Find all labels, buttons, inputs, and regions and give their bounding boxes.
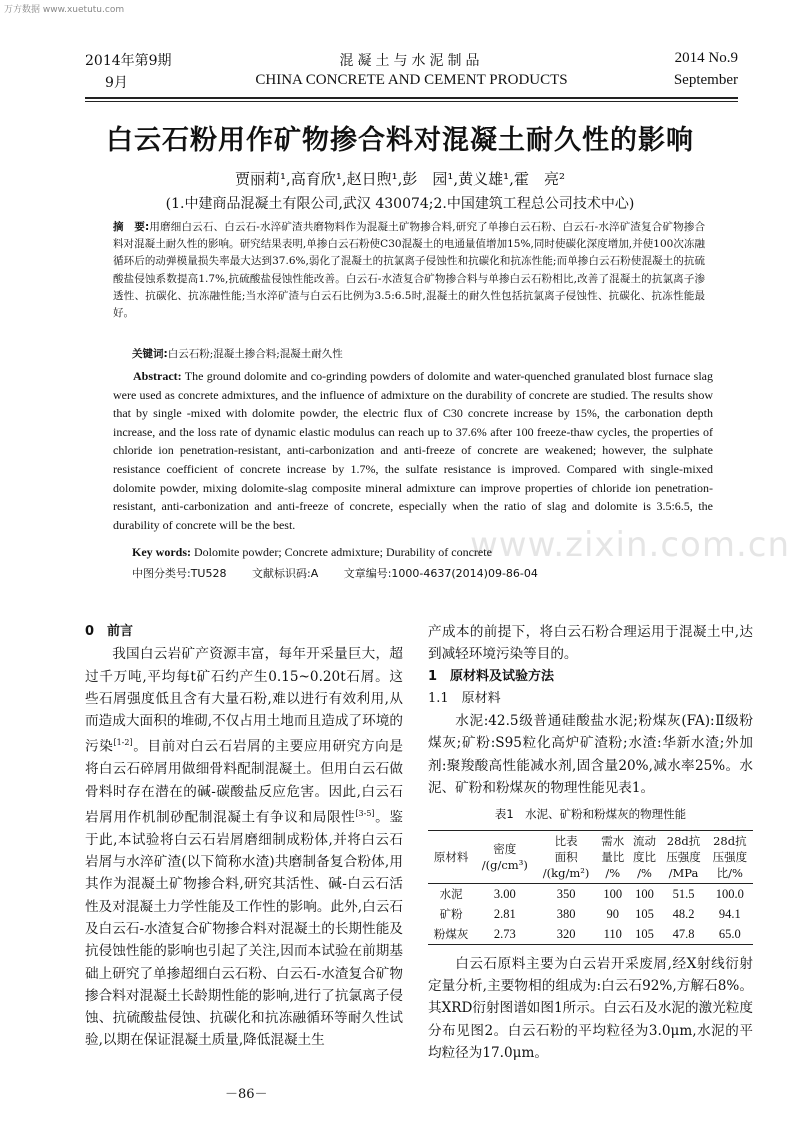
left-column [85,621,403,1052]
section-1-1-paragraph: 水泥:42.5级普通硅酸盐水泥;粉煤灰(FA):Ⅱ级粉煤灰;矿粉:S95粒化高炉矿渣粉;水渣:华新水渣;外加剂:聚羧酸高性能减水剂,固含量20%,减水率25%。水泥、矿粉和粉煤灰的物理性能见表1。 [428,713,753,797]
table-cell: 47.8 [660,924,706,945]
abstract-cn-label: 摘 要: [113,221,150,233]
table-header-cell: 比表 面积 /(kg/m²) [535,830,597,883]
section-1-1-title: 1.1 原材料 [428,690,501,706]
table-cell: 100 [603,886,623,901]
table-cell: 粉煤灰 [428,924,474,945]
table-header-cell: 流动 度比 /% [629,830,661,883]
table-cell: 3.00 [493,886,516,901]
section-1-title: 1 原材料及试验方法 [428,668,555,684]
issue-cn: 2014年第9期 [85,53,172,69]
table-body [428,883,753,944]
clc-number: 中图分类号:TU528 [132,567,227,580]
affiliation: (1.中建商品混凝土有限公司,武汉 430074;2.中国建筑工程总公司技术中心) [165,196,635,212]
table-cell: 2.73 [474,924,535,945]
table-cell: 110 [597,924,629,945]
keywords-en-text: Dolomite powder; Concrete admixture; Durability of concrete [194,545,492,559]
table-cell: 100.0 [715,886,744,901]
table-cell: 65.0 [707,924,753,945]
authors: 贾丽莉¹,高育欣¹,赵日煦¹,彭 园¹,黄义雄¹,霍 亮² [235,170,565,188]
table-cell: 51.5 [672,886,695,901]
page-number: －86－ [225,1087,268,1102]
table-cell: 105 [629,924,661,945]
doc-code: 文献标识码:A [251,567,319,580]
journal-en: CHINA CONCRETE AND CEMENT PRODUCTS [255,72,568,88]
abstract-cn-text: 用磨细白云石、白云石-水淬矿渣共磨物料作为混凝土矿物掺合料,研究了单掺白云石粉、白云石-水淬矿渣复合矿物掺合料对混凝土耐久性的影响。研究结果表明,单掺白云石粉使C30混凝土的电通量值增加15%,同时使碳化深度增加,并使100次冻融循环后的动弹模量损失率最大达到37.6%,弱化了混凝土的抗氯离子侵蚀性和抗碳化和抗冻性能;而单掺白云石粉使混凝土的抗硫酸盐侵蚀系数提高1.7%,抗硫酸盐侵蚀性能改善。白云石-水渣复合矿物掺合料与单掺白云石粉相比,改善了混凝土的抗氯离子渗透性、抗碳化、抗冻融性能;当水淬矿渣与白云石比例为3.5:6.5时,混凝土的耐久性包括抗氯离子侵蚀性、抗碳化、抗冻性能最好。 [113,221,705,320]
header-rule-thin [85,101,738,102]
month-cn: 9月 [105,75,128,91]
table-header-cell: 需水 量比 /% [597,830,629,883]
right-paragraph-2: 白云石原料主要为白云岩开采废屑,经X射线衍射定量分析,主要物相的组成为:白云石92%,方解石8%。其XRD衍射图谱如图1所示。白云石及水泥的激光粒度分布见图2。白云石粉的平均粒径为3.0μm,水泥的平均粒径为17.0μm。 [428,955,753,1061]
table-cell: 94.1 [718,906,741,921]
table-cell: 100 [635,886,654,901]
right-paragraph-0: 产成本的前提下，将白云石粉合理运用于混凝土中,达到减轻环境污染等目的。 [428,624,753,663]
right-column [428,621,753,1064]
ref-1-2: [1-2] [113,738,133,748]
abstract-en-text: The ground dolomite and co-grinding powders of dolomite and water-quenched granulated blost furnace slag were used as concrete admixtures, and the influence of admixture on the durability of concrete are studied. The results show that by single -mixed with dolomite powder, the electric flux of C30 concrete increase by 15%, the carbonation depth increase, and the loss rate of dynamic elastic modulus can reach up to 37.6% after 100 freeze-thaw cycles, the properties of chloride ion penetration-resistant, anti-carbonization and anti-freeze of concrete are weakened; however, the sulphate resistance coefficient of concrete increase by 1.7%, the sulfate resistance is improved. Compared with single-mixed dolomite powder, mixing dolomite-slag composite mineral admixture can improve properties of chloride ion penetration-resistant, anti-carbonization and anti-freeze of concrete, especially when the ratio of slag and dolomite is 3.5:6.5, the durability of concrete will be the best. [113,369,713,532]
table-row [428,904,753,924]
keywords-en [132,545,692,560]
abstract-en [113,367,713,534]
table-cell: 105 [635,906,654,921]
section-0-paragraph [85,643,403,1051]
ref-3-5: [3-5] [355,808,375,818]
table-cell: 水泥 [439,886,463,901]
header-rule [85,97,738,99]
table-cell: 2.81 [493,906,516,921]
abstract-cn [113,219,705,322]
keywords-en-label: Key words: [132,545,191,559]
table-header-cell: 原材料 [428,830,474,883]
article-number: 文章编号:1000-4637(2014)09-86-04 [343,567,538,580]
table-cell: 90 [606,906,620,921]
table-cell: 350 [556,886,576,901]
table-row [428,924,753,945]
table-1 [428,830,753,945]
center-watermark: www.zixin.com.cn [470,525,790,565]
intro-text-2: 。目前对白云石岩屑的主要应用研究方向是将白云石碎屑用做细骨料配制混凝土。但用白云石做骨料时存在潜在的碱-碳酸盐反应危害。因此,白云石岩屑用作机制砂配制混凝土有争议和局限性 [85,739,404,826]
journal-cn: 混凝土与水泥制品 [339,53,484,69]
article-meta [132,565,692,581]
intro-text-1: 我国白云岩矿产资源丰富，每年开采量巨大，超过千万吨,平均每t矿石约产生0.15~0.20t石屑。这些石屑强度低且含有大量石粉,难以进行有效利用,从而造成大面积的堆砌,不仅占用土地而且造成了环境的污染 [85,646,403,756]
table-cell: 380 [556,906,576,921]
table-header-cell: 密度 /(g/cm³) [474,830,535,883]
paper-title: 白云石粉用作矿物掺合料对混凝土耐久性的影响 [106,125,694,156]
keywords-cn-text: 白云石粉;混凝土掺合料;混凝土耐久性 [167,348,343,360]
keywords-cn-label: 关键词: [132,348,168,360]
table-1-caption: 表1 水泥、矿粉和粉煤灰的物理性能 [494,807,687,822]
intro-text-3: 。鉴于此,本试验将白云石岩屑磨细制成粉体,并将白云石岩屑与水淬矿渣(以下简称水渣)共磨制备复合粉体,用其作为混凝土矿物掺合料,研究其活性、碱-白云石活性及对混凝土力学性能及工作性的影响。此外,白云石及白云石-水渣复合矿物掺合料对混凝土的长期性能及抗侵蚀性能的影响也引起了关注,因而本试验在前期基础上研究了单掺超细白云石粉、白云石-水渣复合矿物掺合料对混凝土长龄期性能的影响,进行了抗氯离子侵蚀、抗硫酸盐侵蚀、抗碳化和抗冻融循环等耐久性试验,以期在保证混凝土质量,降低混凝土生 [85,809,404,1049]
table-cell: 48.2 [672,906,695,921]
keywords-cn [132,346,692,361]
table-cell: 320 [535,924,597,945]
issue-en: 2014 No.9 [674,50,738,66]
table-header-row [428,830,753,883]
month-en: September [673,72,738,88]
section-0-title: 0 前言 [85,624,134,639]
running-header [85,50,738,94]
table-cell: 矿粉 [439,906,463,921]
table-header-cell: 28d抗 压强度 /MPa [660,830,706,883]
top-watermark: 万方数据 www.xuetutu.com [4,5,125,15]
table-header-cell: 28d抗 压强度 比/% [707,830,753,883]
abstract-en-label: Abstract: [133,369,182,383]
table-row [428,883,753,904]
